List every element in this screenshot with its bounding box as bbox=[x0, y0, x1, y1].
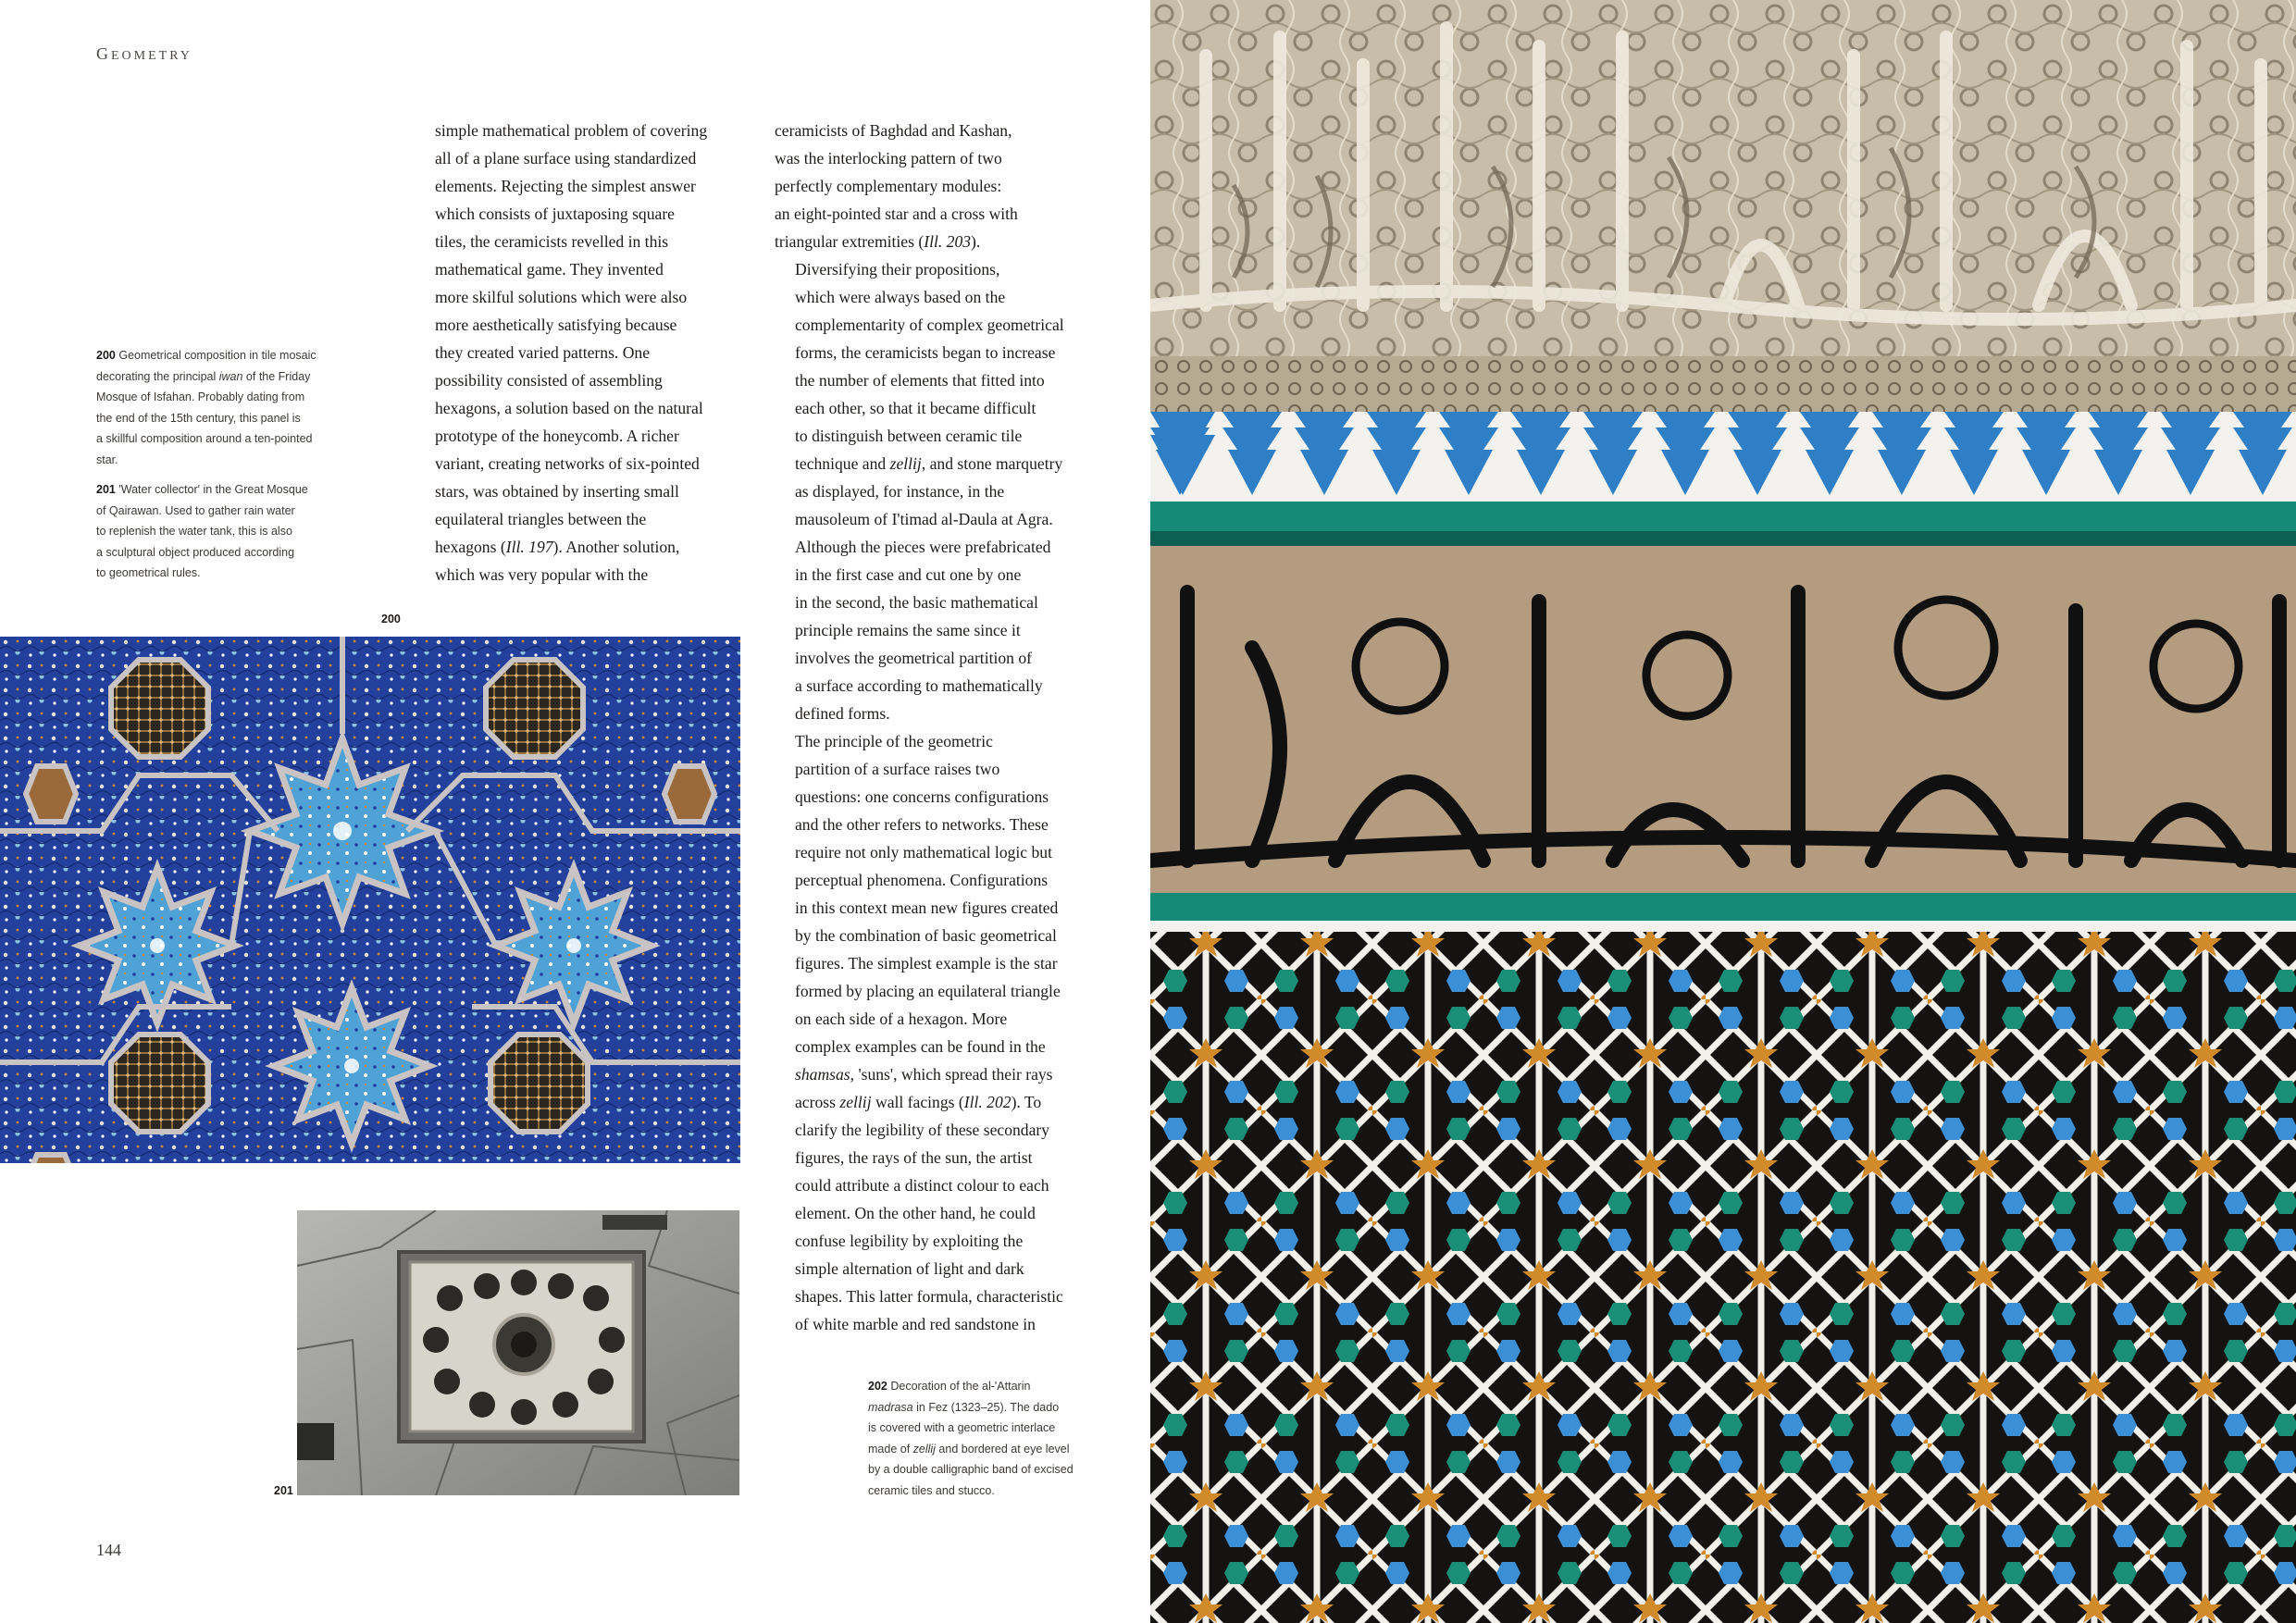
body-line: as displayed, for instance, in the bbox=[795, 482, 1005, 501]
body-line: they created varied patterns. One bbox=[435, 343, 651, 362]
body-line: hexagons (Ill. 197). Another solution, bbox=[435, 538, 680, 556]
body-line: principle remains the same since it bbox=[795, 621, 1021, 639]
body-line: on each side of a hexagon. More bbox=[795, 1010, 1008, 1028]
body-line: equilateral triangles between the bbox=[435, 510, 647, 528]
body-line: mausoleum of I'timad al-Daula at Agra. bbox=[795, 510, 1053, 528]
body-line: figures, the rays of the sun, the artist bbox=[795, 1148, 1033, 1167]
body-paragraph bbox=[775, 117, 1094, 255]
plate-202-zellij-wall bbox=[1150, 0, 2296, 1623]
body-line: tiles, the ceramicists revelled in this bbox=[435, 232, 669, 251]
body-line: Although the pieces were prefabricated bbox=[795, 538, 1051, 556]
body-line: shapes. This latter formula, characteristic bbox=[795, 1287, 1063, 1306]
body-line: more aesthetically satisfying because bbox=[435, 316, 677, 334]
body-line: triangular extremities (Ill. 203). bbox=[775, 232, 981, 251]
caption-number: 202 bbox=[868, 1380, 887, 1393]
body-line: formed by placing an equilateral triangle bbox=[795, 982, 1061, 1000]
body-line: could attribute a distinct colour to each bbox=[795, 1176, 1049, 1195]
body-line: The principle of the geometric bbox=[795, 732, 993, 750]
body-line: and the other refers to networks. These bbox=[795, 815, 1049, 834]
plate-200-tile-mosaic bbox=[0, 637, 740, 1163]
body-line: Diversifying their propositions, bbox=[795, 260, 1000, 279]
water-collector-image bbox=[297, 1210, 739, 1495]
body-line: simple alternation of light and dark bbox=[795, 1259, 1024, 1278]
caption-201: 201 'Water collector' in the Great Mosque of Qairawan. Used to gather rain water to replenish the water tank, this is also a sculptural object produced according to geometrical rules. bbox=[96, 483, 308, 579]
body-line: prototype of the honeycomb. A richer bbox=[435, 427, 679, 445]
body-line: figures. The simplest example is the star bbox=[795, 954, 1058, 973]
body-line: an eight-pointed star and a cross with bbox=[775, 204, 1018, 223]
figure-number-201: 201 bbox=[274, 1484, 293, 1497]
body-line: complex examples can be found in the bbox=[795, 1037, 1046, 1056]
page-number: 144 bbox=[96, 1541, 121, 1559]
body-line: all of a plane surface using standardized bbox=[435, 149, 697, 167]
body-line: was the interlocking pattern of two bbox=[775, 149, 1002, 167]
body-line: variant, creating networks of six-pointed bbox=[435, 454, 700, 473]
body-line: clarify the legibility of these secondary bbox=[795, 1121, 1050, 1139]
body-line: in the second, the basic mathematical bbox=[795, 593, 1038, 612]
body-line: the number of elements that fitted into bbox=[795, 371, 1045, 390]
body-line: hexagons, a solution based on the natural bbox=[435, 399, 703, 417]
body-line: which was very popular with the bbox=[435, 565, 649, 584]
body-line: require not only mathematical logic but bbox=[795, 843, 1052, 861]
body-line: a surface according to mathematically bbox=[795, 676, 1043, 695]
body-line: ceramicists of Baghdad and Kashan, bbox=[775, 121, 1012, 140]
body-line: involves the geometrical partition of bbox=[795, 649, 1033, 667]
body-line: partition of a surface raises two bbox=[795, 760, 1000, 778]
body-paragraph bbox=[775, 255, 1094, 727]
body-line: which consists of juxtaposing square bbox=[435, 204, 675, 223]
body-line: element. On the other hand, he could bbox=[795, 1204, 1036, 1222]
body-line: of white marble and red sandstone in bbox=[795, 1315, 1036, 1333]
body-line: across zellij wall facings (Ill. 202). To bbox=[795, 1093, 1042, 1111]
text-column-1 bbox=[435, 117, 754, 588]
body-line: more skilful solutions which were also bbox=[435, 288, 688, 306]
body-line: confuse legibility by exploiting the bbox=[795, 1232, 1024, 1250]
body-line: shamsas, 'suns', which spread their rays bbox=[795, 1065, 1053, 1084]
body-line: forms, the ceramicists began to increase bbox=[795, 343, 1056, 362]
body-line: to distinguish between ceramic tile bbox=[795, 427, 1023, 445]
body-paragraph bbox=[435, 117, 754, 588]
plate-201-water-collector bbox=[297, 1210, 739, 1495]
body-line: in the first case and cut one by one bbox=[795, 565, 1022, 584]
body-line: which were always based on the bbox=[795, 288, 1006, 306]
body-line: in this context mean new figures created bbox=[795, 898, 1059, 917]
body-paragraph bbox=[775, 727, 1094, 1338]
body-line: perfectly complementary modules: bbox=[775, 177, 1002, 195]
caption-200: 200 Geometrical composition in tile mosaic decorating the principal iwan of the Friday Mosque of Isfahan. Probably dating from the end of the 15th century, this panel is a skillful composition around a ten-pointed star. bbox=[96, 349, 316, 466]
body-line: technique and zellij, and stone marquetry bbox=[795, 454, 1063, 473]
body-line: stars, was obtained by inserting small bbox=[435, 482, 679, 501]
text-column-2 bbox=[775, 117, 1094, 1338]
body-line: elements. Rejecting the simplest answer bbox=[435, 177, 696, 195]
running-head bbox=[96, 44, 192, 64]
body-line: questions: one concerns configurations bbox=[795, 787, 1049, 806]
running-head-text: GEOMETRY bbox=[96, 44, 192, 63]
body-line: each other, so that it became difficult bbox=[795, 399, 1036, 417]
body-line: complementarity of complex geometrical bbox=[795, 316, 1064, 334]
zellij-wall-image bbox=[1150, 0, 2296, 1623]
caption-202: 202 Decoration of the al-'Attarin madrasa in Fez (1323–25). The dado is covered with a geometric interlace made of zellij and bordered at eye level by a double calligraphic band of excised ceramic tiles and stucco. bbox=[868, 1380, 1074, 1497]
body-line: defined forms. bbox=[795, 704, 890, 723]
body-line: perceptual phenomena. Configurations bbox=[795, 871, 1049, 889]
caption-number: 200 bbox=[96, 349, 116, 362]
body-line: mathematical game. They invented bbox=[435, 260, 664, 279]
body-line: by the combination of basic geometrical bbox=[795, 926, 1057, 945]
figure-number-200: 200 bbox=[381, 613, 401, 626]
body-line: possibility consisted of assembling bbox=[435, 371, 663, 390]
body-line: simple mathematical problem of covering bbox=[435, 121, 708, 140]
caption-number: 201 bbox=[96, 483, 116, 496]
tile-mosaic-image bbox=[0, 637, 740, 1163]
